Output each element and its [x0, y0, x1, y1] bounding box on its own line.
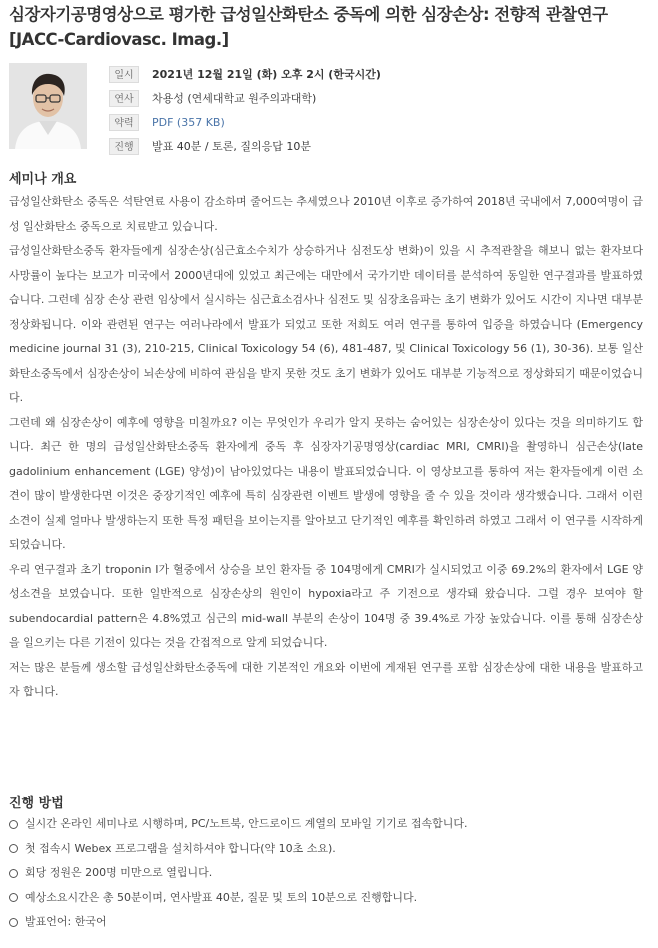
speaker-label: 연사 [109, 90, 139, 107]
overview-paragraph: 우리 연구결과 초기 troponin I가 혈중에서 상승을 보인 환자들 중 104명에게 CMRI가 실시되었고 이중 69.2%의 환자에서 LGE 양성소견을 보였습니다. 또한 일반적으로 심장손상의 원인이 hypoxia라고 주 기전으로 생각돼 왔습니다. 그럴 경우 보여야 할 subendocardial pattern은 4.8%였고 심근의 mid-wall 부분의 손상이 104명 중 39.4%로 가장 높았습니다. 이를 통해 심장손상을 일으키는 다른 기전이 있다는 것을 간접적으로 알게 되었습니다. [9, 562, 643, 649]
overview-body [9, 190, 643, 705]
method-item [9, 861, 643, 886]
info-row-date [109, 62, 381, 86]
info-row-abstract [109, 110, 381, 134]
overview-paragraph: 급성일산화탄소 중독은 석탄연료 사용이 감소하며 줄어드는 추세였으나 2010년 이후로 증가하여 2018년 국내에서 7,000여명이 급성 일산화탄소 중독으로 치료받고 있습니다. [9, 195, 643, 233]
seminar-info [109, 62, 381, 158]
method-item [9, 886, 643, 911]
circle-bullet-icon [9, 844, 18, 853]
format-label: 진행 [109, 138, 139, 155]
circle-bullet-icon [9, 820, 18, 829]
method-item-text: 발표언어: 한국어 [25, 915, 107, 928]
overview-heading: 세미나 개요 [9, 172, 77, 187]
method-item-text: 회당 정원은 200명 미만으로 열립니다. [25, 866, 213, 879]
circle-bullet-icon [9, 893, 18, 902]
speaker-portrait-image [9, 63, 87, 149]
method-item-text: 첫 접속시 Webex 프로그램을 설치하셔야 합니다(약 10초 소요). [25, 841, 336, 855]
method-item [9, 837, 643, 862]
info-row-format [109, 134, 381, 158]
speaker-value: 차용성 (연세대학교 원주의과대학) [152, 92, 317, 105]
format-value: 발표 40분 / 토론, 질의응답 10분 [152, 140, 311, 153]
method-item-text: 실시간 온라인 세미나로 시행하며, PC/노트북, 안드로이드 계열의 모바일 기기로 접속합니다. [25, 817, 468, 830]
date-value: 2021년 12월 21일 (화) 오후 2시 (한국시간) [152, 68, 381, 81]
method-item-text: 예상소요시간은 총 50분이며, 연사발표 40분, 질문 및 토의 10분으로 진행합니다. [25, 890, 418, 904]
overview-paragraph: 그런데 왜 심장손상이 예후에 영향을 미칠까요? 이는 무엇인가 우리가 알지 못하는 숨어있는 심장손상이 있다는 것을 의미하기도 합니다. 최근 한 명의 급성일산화탄소중독 환자에게 중독 후 심장자기공명영상(cardiac MRI, CMRI)을 촬영하니 심근손상(late gadolinium enhancement (LGE) 양성)이 남아있었다는 내용이 발표되었습니다. 이 영상보고를 통하여 저는 환자들에게 이런 소견이 많이 발생한다면 이것은 중장기적인 예후에 특히 심장관련 이벤트 발생에 영향을 줄 수 있을 것이라 생각했습니다. 그래서 이런 소견이 실제 얼마나 발생하는지 또한 특정 패턴을 보이는지를 알아보고 단기적인 예후를 확인하려 하였고 그래서 이 연구를 시작하게 되었습니다. [9, 415, 643, 551]
circle-bullet-icon [9, 918, 18, 927]
method-item [9, 812, 643, 837]
method-item [9, 910, 643, 935]
overview-paragraph: 저는 많은 분들께 생소할 급성일산화탄소중독에 대한 기본적인 개요와 이번에 게재된 연구를 포함 심장손상에 대한 내용을 발표하고자 합니다. [9, 660, 643, 698]
speaker-photo [9, 63, 87, 149]
method-heading: 진행 방법 [9, 796, 64, 811]
overview-paragraph: 급성일산화탄소중독 환자들에게 심장손상(심근효소수치가 상승하거나 심전도상 변화)이 있을 시 추적관찰을 해보니 없는 환자보다 사망률이 높다는 보고가 미국에서 2000년대에 있었고 최근에는 대만에서 국가기반 데이터를 분석하여 동일한 연구결과를 발표하였습니다. 그런데 심장 손상 관련 임상에서 실시하는 심근효소검사나 심전도 및 심장초음파는 초기 변화가 있어도 시간이 지나면 대부분 정상화됩니다. 이와 관련된 연구는 여러나라에서 발표가 되었고 또한 저희도 여러 연구를 통하여 입증을 하였습니다 (Emergency medicine journal 31 (3), 210-215, Clinical Toxicology 54 (6), 481-487, 및 Clinical Toxicology 56 (1), 30-36). 보통 일산화탄소중독에서 심장손상이 뇌손상에 비하여 관심을 받지 못한 것도 초기 변화가 있어도 대부분 기능적으로 정상화되기 때문이었습니다. [9, 244, 643, 404]
abstract-label: 약력 [109, 114, 139, 131]
info-row-speaker [109, 86, 381, 110]
abstract-pdf-link[interactable]: PDF (357 KB) [152, 115, 225, 129]
page-title: 심장자기공명영상으로 평가한 급성일산화탄소 중독에 의한 심장손상: 전향적 관찰연구 [JACC-Cardiovasc. Imag.] [9, 5, 608, 49]
circle-bullet-icon [9, 869, 18, 878]
method-list [9, 812, 643, 935]
date-label: 일시 [109, 66, 139, 83]
